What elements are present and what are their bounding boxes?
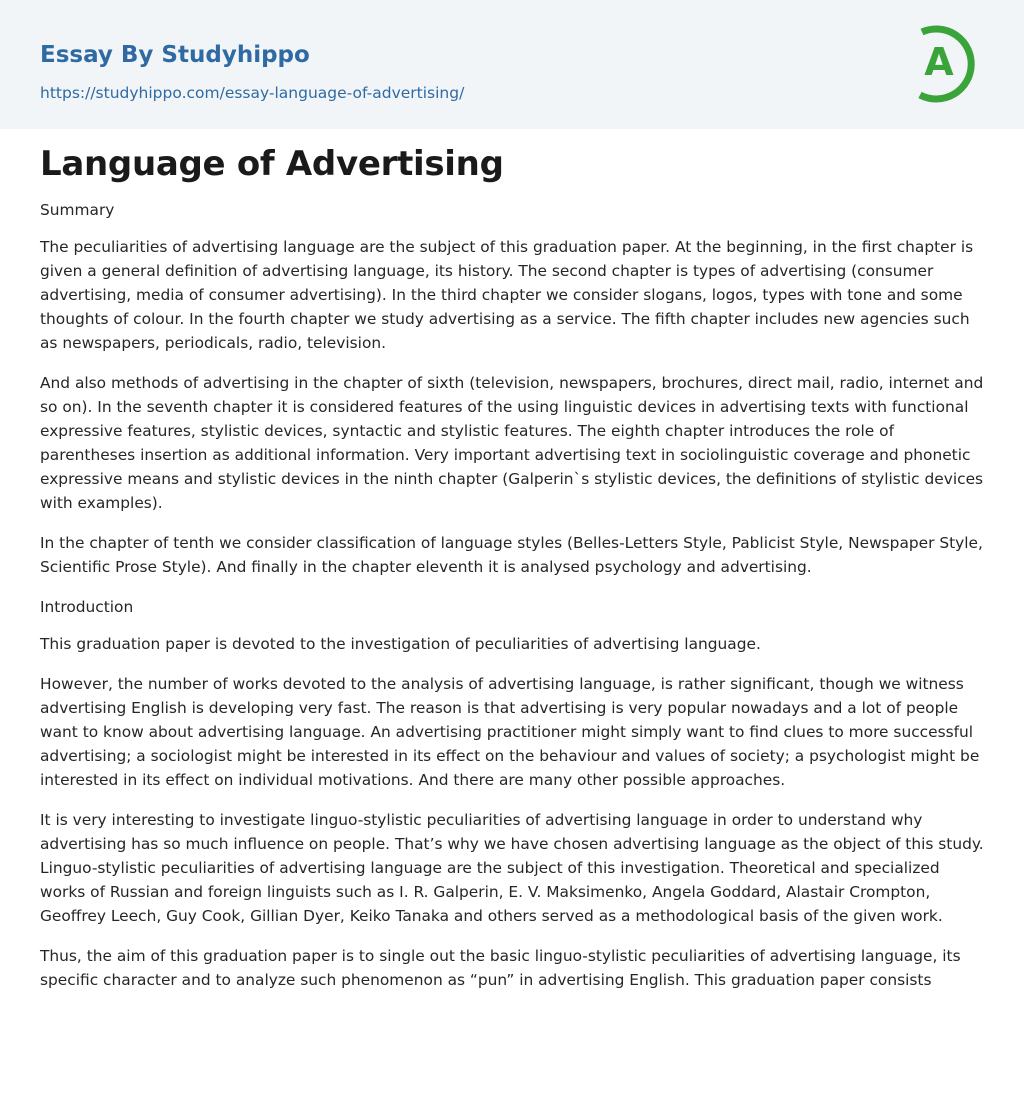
intro-paragraph: It is very interesting to investigate linguo-stylistic peculiarities of advertising language in order to understand why advertising has so much influence on people. That’s why we have chosen advertising language as the object of this study. Linguo-stylistic peculiarities of advertising language are the subject of this investigation. Theoretical and specialized works of Russian and foreign linguists such as I. R. Galperin, E. V. Maksimenko, Angela Goddard, Alastair Crompton, Geoffrey Leech, Guy Cook, Gillian Dyer, Keiko Tanaka and others served as a methodological basis of the given work. [40,811,984,925]
summary-heading: Summary [40,201,115,219]
page-title: Language of Advertising [40,144,504,184]
essay-url-link[interactable]: https://studyhippo.com/essay-language-of-advertising/ [40,84,465,102]
studyhippo-logo-icon[interactable] [910,18,988,106]
essay-body [40,198,988,1008]
logo-letter: A [924,40,954,84]
intro-paragraph: However, the number of works devoted to the analysis of advertising language, is rather significant, though we witness advertising English is developing very fast. The reason is that advertising is very popular nowadays and a lot of people want to know about advertising language. An advertising practitioner might simply want to find clues to more successful advertising; a sociologist might be interested in its effect on the behaviour and values of society; a psychologist might be interested in its effect on individual motivations. And there are many other possible approaches. [40,675,980,789]
summary-paragraph: The peculiarities of advertising language are the subject of this graduation paper. At the beginning, in the first chapter is given a general definition of advertising language, its history. The second chapter is types of advertising (consumer advertising, media of consumer advertising). In the third chapter we consider slogans, logos, types with tone and some thoughts of colour. In the fourth chapter we study advertising as a service. The fifth chapter includes new agencies such as newspapers, periodicals, radio, television. [40,238,974,352]
summary-paragraph: And also methods of advertising in the chapter of sixth (television, newspapers, brochures, direct mail, radio, internet and so on). In the seventh chapter it is considered features of the using linguistic devices in advertising texts with functional expressive features, stylistic devices, syntactic and stylistic features. The eighth chapter introduces the role of parentheses insertion as additional information. Very important advertising text in sociolinguistic coverage and phonetic expressive means and stylistic devices in the ninth chapter (Galperin`s stylistic devices, the definitions of stylistic devices with examples). [40,374,984,512]
brand-title[interactable]: Essay By Studyhippo [40,42,310,68]
intro-paragraph: This graduation paper is devoted to the investigation of peculiarities of advertising language. [40,635,761,653]
intro-paragraph: Thus, the aim of this graduation paper is to single out the basic linguo-stylistic peculiarities of advertising language, its specific character and to analyze such phenomenon as “pun” in advertising English. This graduation paper consists [40,947,961,989]
summary-paragraph: In the chapter of tenth we consider classification of language styles (Belles-Letters Style, Pablicist Style, Newspaper Style, Scientific Prose Style). And finally in the chapter eleventh it is analysed psychology and advertising. [40,534,983,576]
introduction-heading: Introduction [40,598,134,616]
site-header [0,0,1024,129]
